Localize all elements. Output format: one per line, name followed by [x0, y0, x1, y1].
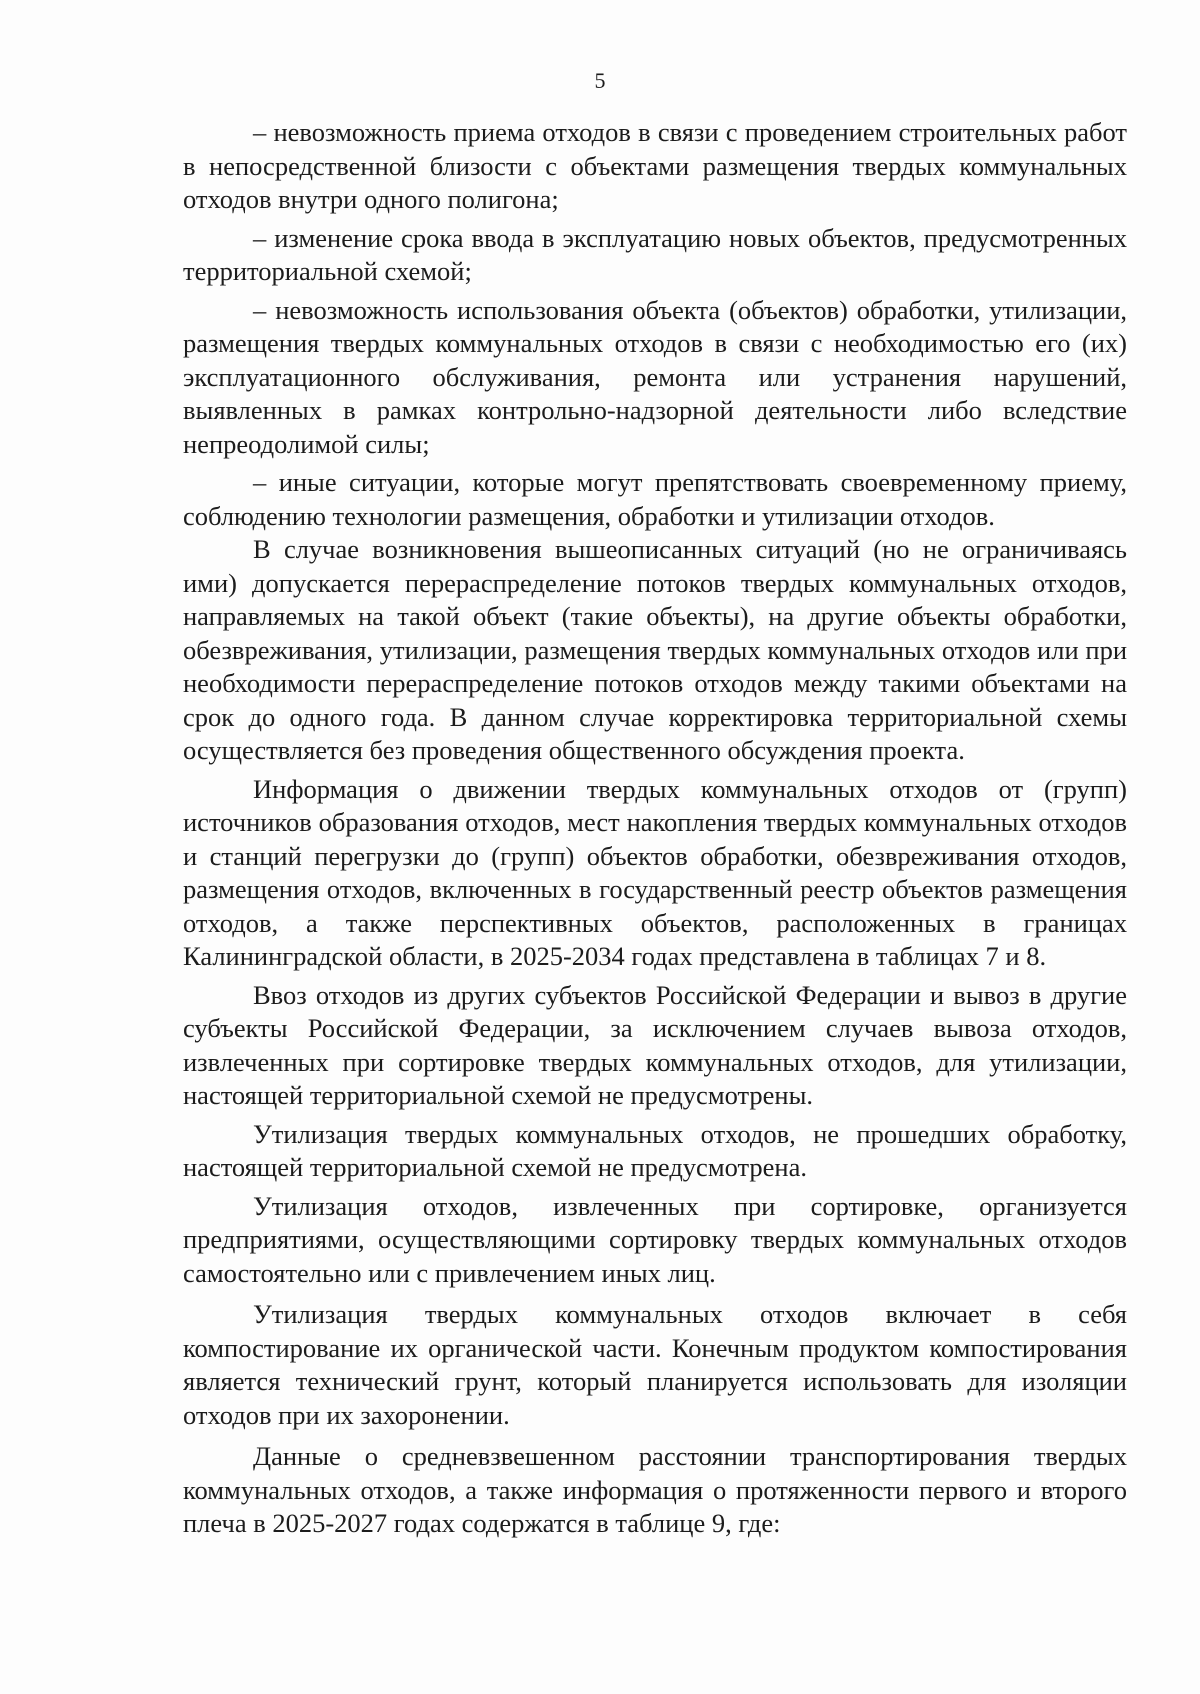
paragraph-construction-works: – невозможность приема отходов в связи с проведением строительных работ в непосредственной близости с объектами размещения твердых коммунальных отходов внутри одного полигона;: [183, 117, 1127, 214]
paragraph-sorted-utilization: Утилизация отходов, извлеченных при сортировке, организуется предприятиями, осуществляющими сортировку твердых коммунальных отходов самостоятельно или с привлечением иных лиц.: [183, 1190, 1127, 1288]
paragraph-waste-movement: Информация о движении твердых коммунальных отходов от (групп) источников образования отходов, мест накопления твердых коммунальных отходов и станций перегрузки до (групп) объектов обработки, обезвреживания отходов, размещения отходов, включенных в государственный реестр объектов размещения отходов, а также перспективных объектов, расположенных в границах Калининградской области, в 2025-2034 годах представлена в таблицах 7 и 8.: [183, 773, 1127, 971]
paragraph-transport-distance: Данные о средневзвешенном расстоянии транспортирования твердых коммунальных отходов, а также информация о протяженности первого и второго плеча в 2025-2027 годах содержатся в таблице 9, где:: [183, 1441, 1127, 1538]
paragraph-facility-unavailable: – невозможность использования объекта (объектов) обработки, утилизации, размещения твердых коммунальных отходов в связи с необходимостью его (их) эксплуатационного обслуживания, ремонта или устранения нарушений, выявленных в рамках контрольно-надзорной деятельности либо вследствие непреодолимой силы;: [183, 294, 1127, 459]
paragraph-import-export: Ввоз отходов из других субъектов Российской Федерации и вывоз в другие субъекты Российской Федерации, за исключением случаев вывоза отходов, извлеченных при сортировке твердых коммунальных отходов, для утилизации, настоящей территориальной схемой не предусмотрены.: [183, 979, 1127, 1110]
paragraph-unprocessed-utilization: Утилизация твердых коммунальных отходов, не прошедших обработку, настоящей территориальной схемой не предусмотрена.: [183, 1118, 1127, 1182]
paragraph-commissioning-change: – изменение срока ввода в эксплуатацию новых объектов, предусмотренных территориальной схемой;: [183, 222, 1127, 286]
paragraph-other-situations: – иные ситуации, которые могут препятствовать своевременному приему, соблюдению технологии размещения, обработки и утилизации отходов.: [183, 467, 1127, 531]
page-number: 5: [594, 68, 606, 93]
paragraph-composting: Утилизация твердых коммунальных отходов включает в себя компостирование их органической части. Конечным продуктом компостирования является технический грунт, который планируется использовать для изоляции отходов при их захоронении.: [183, 1299, 1127, 1430]
paragraph-redistribution: В случае возникновения вышеописанных ситуаций (но не ограничиваясь ими) допускается перераспределение потоков твердых коммунальных отходов, направляемых на такой объект (такие объекты), на другие объекты обработки, обезвреживания, утилизации, размещения твердых коммунальных отходов или при необходимости перераспределение потоков отходов между такими объектами на срок до одного года. В данном случае корректировка территориальной схемы осуществляется без проведения общественного обсуждения проекта.: [183, 534, 1127, 765]
document-body: [183, 116, 1127, 1541]
